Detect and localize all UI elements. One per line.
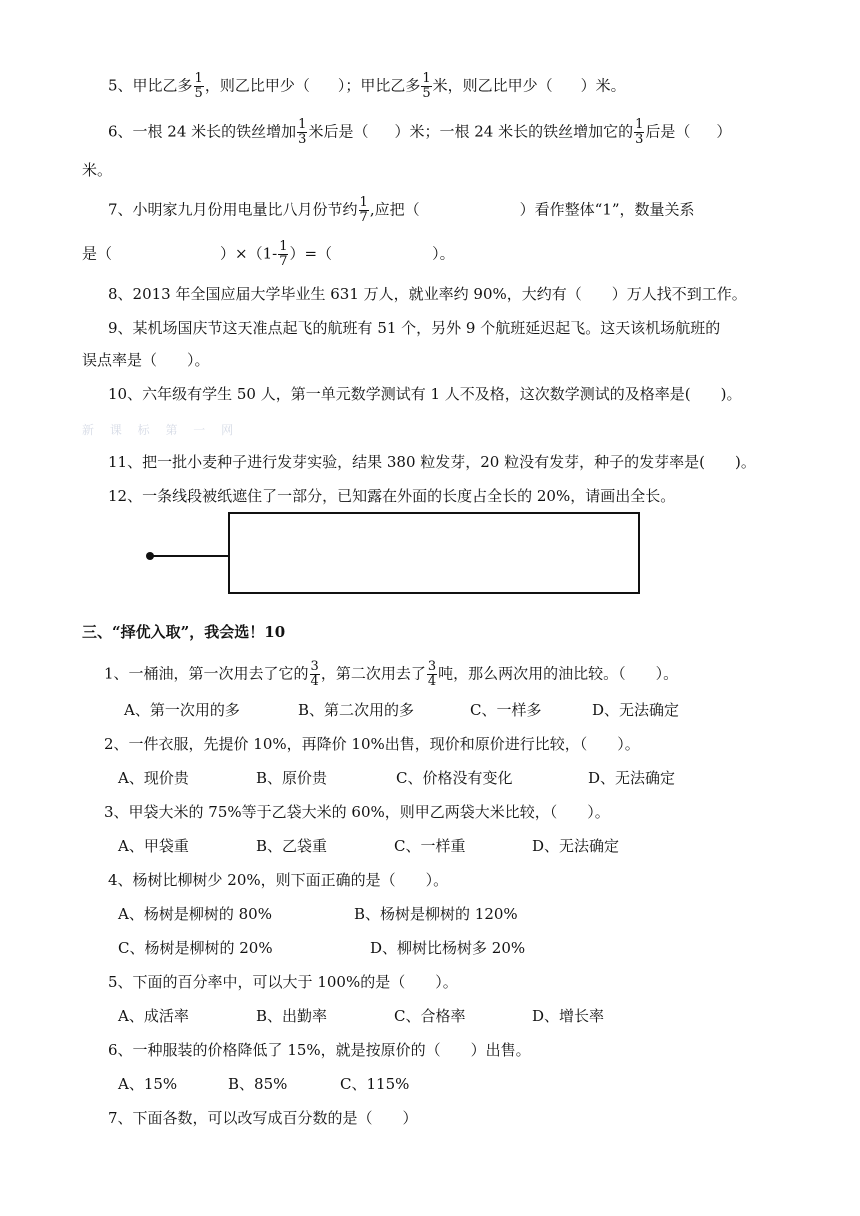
option-a: A、杨树是柳树的 80%: [118, 905, 272, 923]
fraction: $\frac{1}{5}$: [422, 71, 431, 101]
fraction: $\frac{1}{7}$: [279, 239, 288, 269]
question-6: 6、一根 24 米长的铁丝增加 $\frac{1}{3}$ 米后是（ ）米；一根 24 米长的铁丝增加它的 $\frac{1}{3}$ 后是（ ）: [108, 117, 732, 147]
option-c: C、一样重: [394, 837, 466, 855]
option-b: B、原价贵: [256, 769, 328, 787]
choice-question-1: 1、一桶油，第一次用去了它的 $\frac{3}{4}$ ，第二次用去了 $\frac{3}{4}$ 吨，那么两次用的油比较。（ ）。: [104, 659, 679, 689]
question-5: 5、甲比乙多 $\frac{1}{5}$ ，则乙比甲少（ ）；甲比乙多 $\frac{1}{5}$ 米，则乙比甲少（ ）米。: [108, 71, 626, 101]
fraction: $\frac{1}{7}$: [359, 195, 368, 225]
option-d: D、柳树比杨树多 20%: [370, 939, 526, 957]
option-c: C、合格率: [394, 1007, 466, 1025]
question-8: 8、2013 年全国应届大学毕业生 631 万人，就业率约 90%，大约有（ ）万人找不到工作。: [108, 285, 747, 303]
fraction: $\frac{1}{5}$: [194, 71, 203, 101]
option-c: C、价格没有变化: [396, 769, 513, 787]
question-10: 10、六年级有学生 50 人，第一单元数学测试有 1 人不及格，这次数学测试的及格率是( )。: [108, 385, 742, 403]
fraction: $\frac{3}{4}$: [427, 659, 437, 689]
section-3-title: 三、“择优入取”，我会选！10: [82, 623, 286, 641]
option-c: C、一样多: [470, 701, 542, 719]
option-d: D、无法确定: [592, 701, 680, 719]
fraction: $\frac{1}{3}$: [635, 117, 644, 147]
question-11: 11、把一批小麦种子进行发芽实验，结果 380 粒发芽，20 粒没有发芽，种子的发芽率是( )。: [108, 453, 756, 471]
choice-question-3: 3、甲袋大米的 75%等于乙袋大米的 60%，则甲乙两袋大米比较，（ ）。: [104, 803, 610, 821]
question-7: 7、小明家九月份用电量比八月份节约 $\frac{1}{7}$ ,应把（ ）看作整体“1”，数量关系: [108, 195, 695, 225]
option-a: A、第一次用的多: [124, 701, 240, 719]
option-a: A、甲袋重: [118, 837, 189, 855]
option-a: A、成活率: [118, 1007, 189, 1025]
option-b: B、第二次用的多: [298, 701, 415, 719]
option-d: D、增长率: [532, 1007, 605, 1025]
option-b: B、杨树是柳树的 120%: [354, 905, 518, 923]
option-c: C、杨树是柳树的 20%: [118, 939, 273, 957]
question-12: 12、一条线段被纸遮住了一部分，已知露在外面的长度占全长的 20%，请画出全长。: [108, 487, 676, 505]
fraction: $\frac{3}{4}$: [310, 659, 319, 689]
option-b: B、85%: [228, 1075, 288, 1093]
choice-question-5: 5、下面的百分率中，可以大于 100%的是（ ）。: [108, 973, 458, 991]
fraction: $\frac{1}{3}$: [298, 117, 307, 147]
choice-question-7: 7、下面各数，可以改写成百分数的是（ ）: [108, 1109, 418, 1127]
option-a: A、15%: [118, 1075, 178, 1093]
watermark: 新 课 标 第 一 网: [82, 423, 240, 437]
question-9: 9、某机场国庆节这天准点起飞的航班有 51 个，另外 9 个航班延迟起飞。这天该机场航班的: [108, 319, 721, 337]
option-b: B、乙袋重: [256, 837, 328, 855]
question-6-cont: 米。: [82, 161, 113, 179]
question-7-cont: 是（ ）×（1- $\frac{1}{7}$ ）=（ ）。: [82, 239, 455, 269]
choice-question-4: 4、杨树比柳树少 20%，则下面正确的是（ ）。: [108, 871, 449, 889]
option-d: D、无法确定: [588, 769, 676, 787]
option-a: A、现价贵: [118, 769, 189, 787]
choice-question-6: 6、一种服装的价格降低了 15%，就是按原价的（ ）出售。: [108, 1041, 531, 1059]
choice-question-2: 2、一件衣服，先提价 10%，再降价 10%出售，现价和原价进行比较，（ ）。: [104, 735, 640, 753]
option-c: C、115%: [340, 1075, 410, 1093]
question-9-cont: 误点率是（ ）。: [82, 351, 210, 369]
segment-figure: [140, 506, 660, 606]
option-b: B、出勤率: [256, 1007, 328, 1025]
covering-paper: [229, 513, 639, 593]
option-d: D、无法确定: [532, 837, 620, 855]
